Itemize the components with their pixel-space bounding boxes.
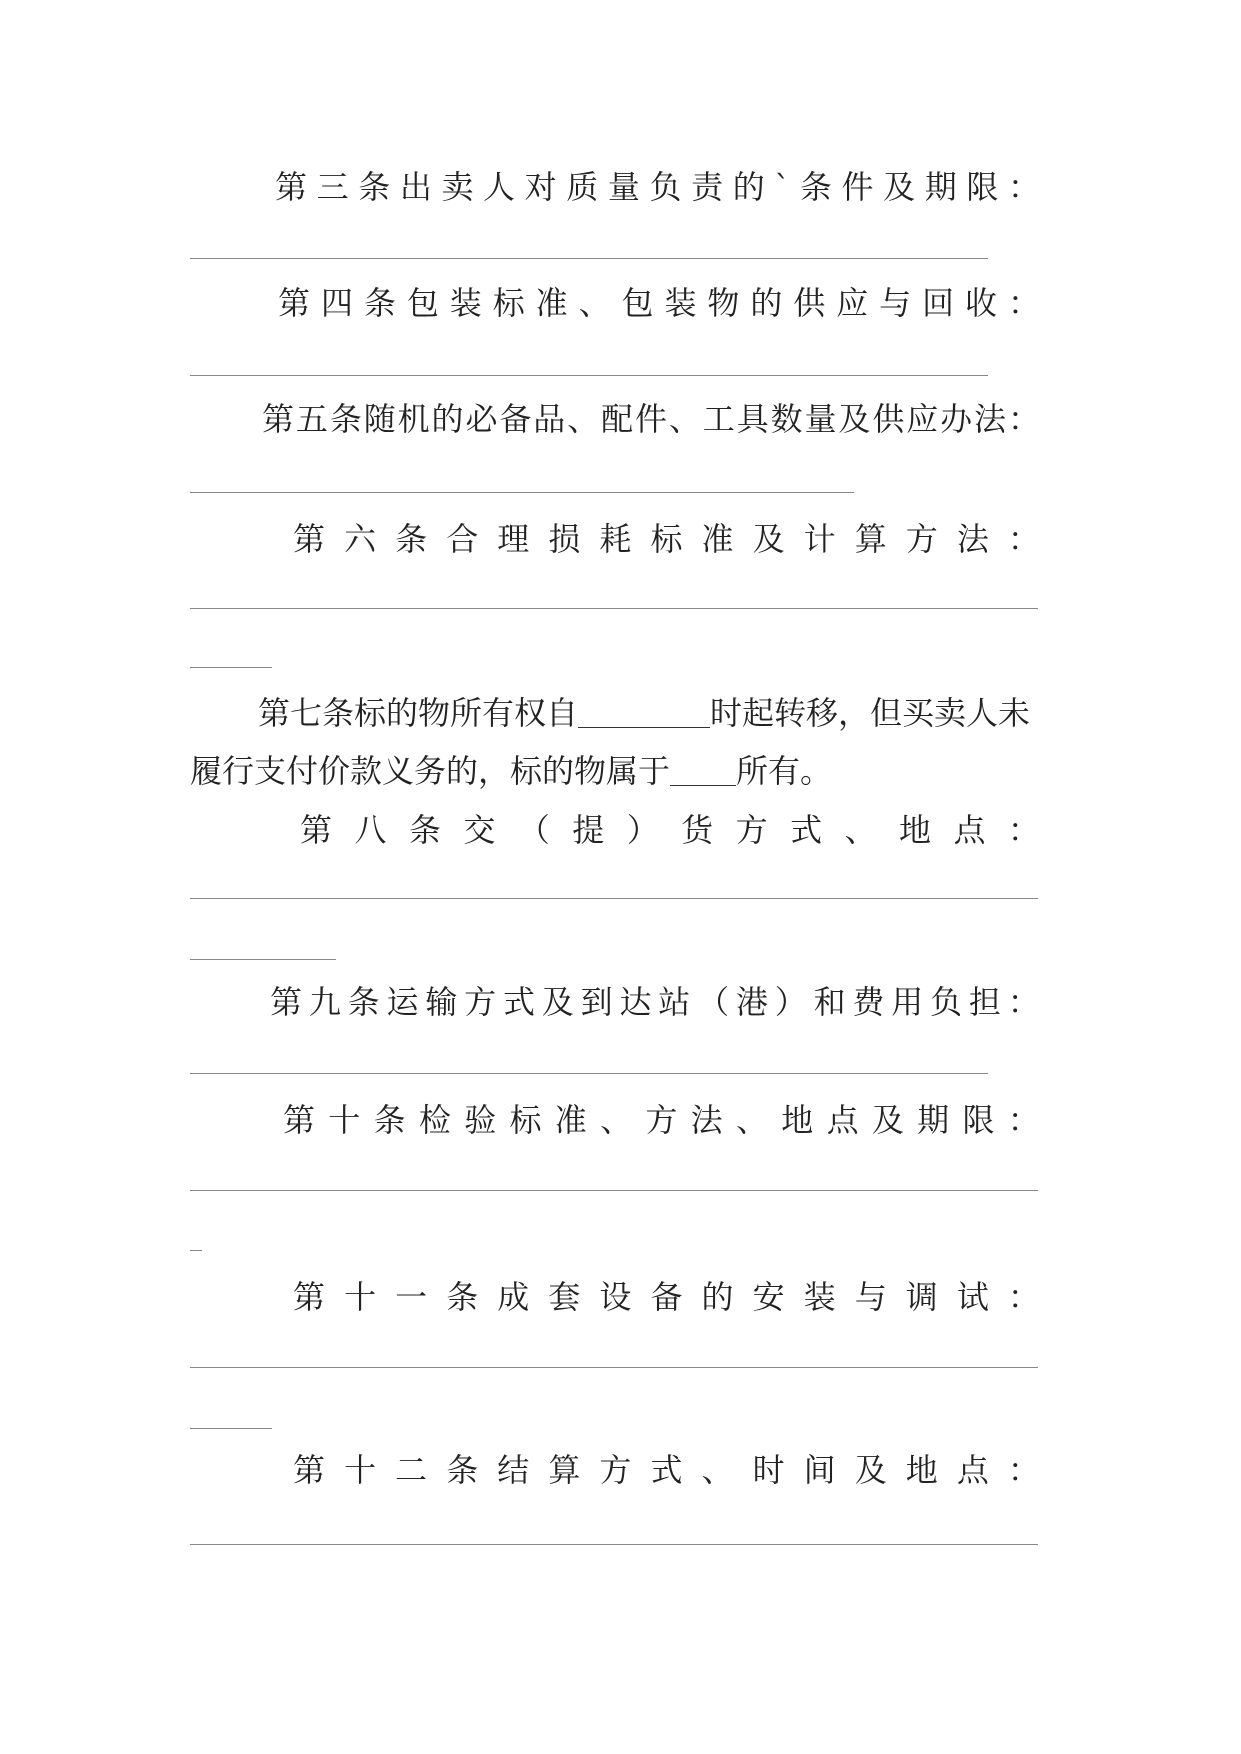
- clause-char: `: [774, 168, 791, 206]
- clause-char: 十: [344, 1278, 377, 1316]
- clause-char: 限: [962, 1101, 995, 1139]
- clause-char: 计: [803, 520, 836, 558]
- clause-char: （: [517, 811, 550, 849]
- clause-3: [275, 167, 1040, 207]
- clause-char: 第: [262, 400, 295, 438]
- clause-char: 条: [347, 983, 380, 1021]
- clause-char: ：: [1007, 811, 1040, 849]
- clause-char: 地: [898, 811, 931, 849]
- clause-char: 结: [497, 1451, 530, 1489]
- clause-char: ：: [1007, 520, 1040, 558]
- clause-char: 第: [293, 1278, 326, 1316]
- clause-char: 交: [463, 811, 496, 849]
- clause-5: [262, 399, 1040, 439]
- clause-char: 准: [701, 520, 734, 558]
- clause-char: 期: [917, 1101, 950, 1139]
- fill-line: [190, 898, 1038, 899]
- clause-7-text-b: 时起转移，但买卖人未: [710, 694, 1031, 732]
- clause-char: 调: [905, 1278, 938, 1316]
- clause-char: 检: [418, 1101, 451, 1139]
- fill-line: [190, 1428, 272, 1429]
- clause-char: 配: [601, 400, 634, 438]
- clause-char: 输: [425, 983, 458, 1021]
- clause-char: 对: [524, 168, 557, 206]
- clause-char: 责: [691, 168, 724, 206]
- clause-char: ：: [1007, 1278, 1040, 1316]
- clause-char: 品: [533, 400, 566, 438]
- clause-char: 标: [492, 284, 525, 322]
- clause-char: ：: [1007, 983, 1040, 1021]
- clause-char: 与: [879, 284, 912, 322]
- clause-char: 六: [344, 520, 377, 558]
- clause-char: 工: [702, 400, 735, 438]
- clause-char: 供: [793, 284, 826, 322]
- clause-char: 条: [373, 1101, 406, 1139]
- clause-char: 必: [465, 400, 498, 438]
- clause-char: 装: [803, 1278, 836, 1316]
- clause-char: 地: [905, 1451, 938, 1489]
- clause-char: 包: [621, 284, 654, 322]
- clause-char: 第: [278, 284, 311, 322]
- clause-char: 、: [578, 284, 611, 322]
- fill-line: [190, 1544, 1038, 1545]
- clause-char: 回: [922, 284, 955, 322]
- clause-char: 提: [572, 811, 605, 849]
- clause-char: 八: [354, 811, 387, 849]
- fill-line: [190, 1367, 1038, 1368]
- clause-char: 设: [599, 1278, 632, 1316]
- fill-line: [190, 959, 336, 960]
- clause-char: 条: [395, 520, 428, 558]
- clause-char: 、: [668, 400, 701, 438]
- clause-char: 及: [883, 168, 916, 206]
- clause-char: （: [697, 983, 730, 1021]
- clause-char: 准: [554, 1101, 587, 1139]
- fill-line: [190, 375, 988, 376]
- fill-line: [190, 667, 272, 668]
- clause-char: 九: [308, 983, 341, 1021]
- clause-char: 供: [872, 400, 905, 438]
- clause-7-text-d: 所有。: [736, 752, 833, 790]
- clause-char: 时: [752, 1451, 785, 1489]
- clause-char: 站: [658, 983, 691, 1021]
- clause-char: 法: [956, 520, 989, 558]
- clause-char: 条: [329, 400, 362, 438]
- clause-char: 点: [953, 811, 986, 849]
- clause-char: 的: [732, 168, 765, 206]
- clause-char: 限: [966, 168, 999, 206]
- clause-char: 标: [509, 1101, 542, 1139]
- clause-char: 物: [707, 284, 740, 322]
- clause-char: 标: [650, 520, 683, 558]
- clause-char: 备: [499, 400, 532, 438]
- clause-7-text-c: 履行支付价款义务的，标的物属于: [190, 752, 671, 790]
- clause-4: [278, 283, 1040, 323]
- clause-char: 一: [395, 1278, 428, 1316]
- clause-char: 算: [854, 520, 887, 558]
- clause-char: 式: [502, 983, 535, 1021]
- clause-char: 、: [567, 400, 600, 438]
- clause-char: 四: [320, 284, 353, 322]
- clause-char: 算: [548, 1451, 581, 1489]
- clause-char: 货: [681, 811, 714, 849]
- clause-char: 间: [803, 1451, 836, 1489]
- clause-char: 合: [446, 520, 479, 558]
- clause-char: 第: [293, 1451, 326, 1489]
- clause-char: 条: [408, 811, 441, 849]
- clause-char: 量: [607, 168, 640, 206]
- clause-char: 及: [871, 1101, 904, 1139]
- clause-char: 验: [464, 1101, 497, 1139]
- clause-char: ：: [1007, 1451, 1040, 1489]
- clause-char: 及: [838, 400, 871, 438]
- clause-char: 十: [328, 1101, 361, 1139]
- clause-char: 地: [781, 1101, 814, 1139]
- clause-char: 的: [431, 400, 464, 438]
- clause-char: 应: [906, 400, 939, 438]
- clause-char: 数: [770, 400, 803, 438]
- clause-char: ）: [626, 811, 659, 849]
- clause-7-text-a: 第七条标的物所有权自: [258, 694, 579, 732]
- clause-char: 三: [316, 168, 349, 206]
- clause-11: [293, 1277, 1040, 1317]
- clause-char: ：: [1007, 400, 1040, 438]
- clause-char: 方: [905, 520, 938, 558]
- clause-char: 负: [930, 983, 963, 1021]
- clause-char: 准: [535, 284, 568, 322]
- clause-char: 点: [826, 1101, 859, 1139]
- clause-char: 条: [363, 284, 396, 322]
- fill-line: [190, 1190, 1038, 1191]
- clause-char: 包: [406, 284, 439, 322]
- fill-line: [190, 1250, 202, 1251]
- clause-char: 港: [735, 983, 768, 1021]
- clause-9: [270, 982, 1040, 1022]
- clause-char: 期: [924, 168, 957, 206]
- clause-char: 法: [690, 1101, 723, 1139]
- clause-12: [293, 1450, 1040, 1490]
- clause-char: 条: [799, 168, 832, 206]
- clause-char: 、: [844, 811, 877, 849]
- clause-char: 应: [836, 284, 869, 322]
- clause-char: 点: [956, 1451, 989, 1489]
- clause-char: 式: [790, 811, 823, 849]
- clause-char: 与: [854, 1278, 887, 1316]
- clause-7-line-1: [258, 693, 1030, 733]
- clause-char: 达: [619, 983, 652, 1021]
- clause-char: ）: [774, 983, 807, 1021]
- clause-char: 方: [645, 1101, 678, 1139]
- clause-char: 损: [548, 520, 581, 558]
- clause-char: 费: [852, 983, 885, 1021]
- clause-char: 、: [701, 1451, 734, 1489]
- clause-char: 第: [300, 811, 333, 849]
- clause-char: 具: [736, 400, 769, 438]
- clause-char: 出: [399, 168, 432, 206]
- blank-ownership-time[interactable]: [578, 695, 710, 728]
- clause-char: 第: [270, 983, 303, 1021]
- clause-char: 及: [854, 1451, 887, 1489]
- clause-char: 卖: [441, 168, 474, 206]
- clause-char: 的: [750, 284, 783, 322]
- fill-line: [190, 608, 1038, 609]
- clause-char: 运: [386, 983, 419, 1021]
- clause-char: 、: [600, 1101, 633, 1139]
- clause-char: 质: [566, 168, 599, 206]
- clause-char: 套: [548, 1278, 581, 1316]
- clause-char: 人: [483, 168, 516, 206]
- clause-char: ：: [1007, 168, 1040, 206]
- clause-char: 第: [283, 1101, 316, 1139]
- clause-char: 到: [580, 983, 613, 1021]
- clause-char: 第: [275, 168, 308, 206]
- clause-char: 条: [446, 1278, 479, 1316]
- clause-char: 备: [650, 1278, 683, 1316]
- clause-char: 办: [940, 400, 973, 438]
- clause-char: 方: [464, 983, 497, 1021]
- clause-8: [300, 810, 1040, 850]
- clause-char: ：: [1007, 284, 1040, 322]
- clause-char: 收: [965, 284, 998, 322]
- clause-10: [283, 1100, 1040, 1140]
- clause-char: 二: [395, 1451, 428, 1489]
- clause-7-line-2: [190, 751, 832, 791]
- clause-char: 十: [344, 1451, 377, 1489]
- clause-char: 五: [295, 400, 328, 438]
- clause-char: 量: [804, 400, 837, 438]
- fill-line: [190, 492, 854, 493]
- blank-owner[interactable]: [670, 753, 736, 786]
- clause-char: 装: [664, 284, 697, 322]
- clause-6: [293, 519, 1040, 559]
- clause-char: 第: [293, 520, 326, 558]
- clause-char: 担: [968, 983, 1001, 1021]
- clause-char: 随: [363, 400, 396, 438]
- clause-char: 理: [497, 520, 530, 558]
- clause-char: 方: [735, 811, 768, 849]
- clause-char: 负: [649, 168, 682, 206]
- clause-char: 试: [956, 1278, 989, 1316]
- clause-char: 装: [449, 284, 482, 322]
- clause-char: 件: [634, 400, 667, 438]
- clause-char: 条: [358, 168, 391, 206]
- clause-char: 、: [735, 1101, 768, 1139]
- clause-char: 机: [397, 400, 430, 438]
- clause-char: 成: [497, 1278, 530, 1316]
- clause-char: ：: [1007, 1101, 1040, 1139]
- clause-char: 法: [974, 400, 1007, 438]
- clause-char: 及: [752, 520, 785, 558]
- clause-char: 和: [813, 983, 846, 1021]
- clause-char: 耗: [599, 520, 632, 558]
- fill-line: [190, 258, 988, 259]
- clause-char: 方: [599, 1451, 632, 1489]
- clause-char: 件: [841, 168, 874, 206]
- clause-char: 的: [701, 1278, 734, 1316]
- clause-char: 及: [541, 983, 574, 1021]
- clause-char: 条: [446, 1451, 479, 1489]
- clause-char: 用: [891, 983, 924, 1021]
- clause-char: 式: [650, 1451, 683, 1489]
- clause-char: 安: [752, 1278, 785, 1316]
- fill-line: [190, 1073, 988, 1074]
